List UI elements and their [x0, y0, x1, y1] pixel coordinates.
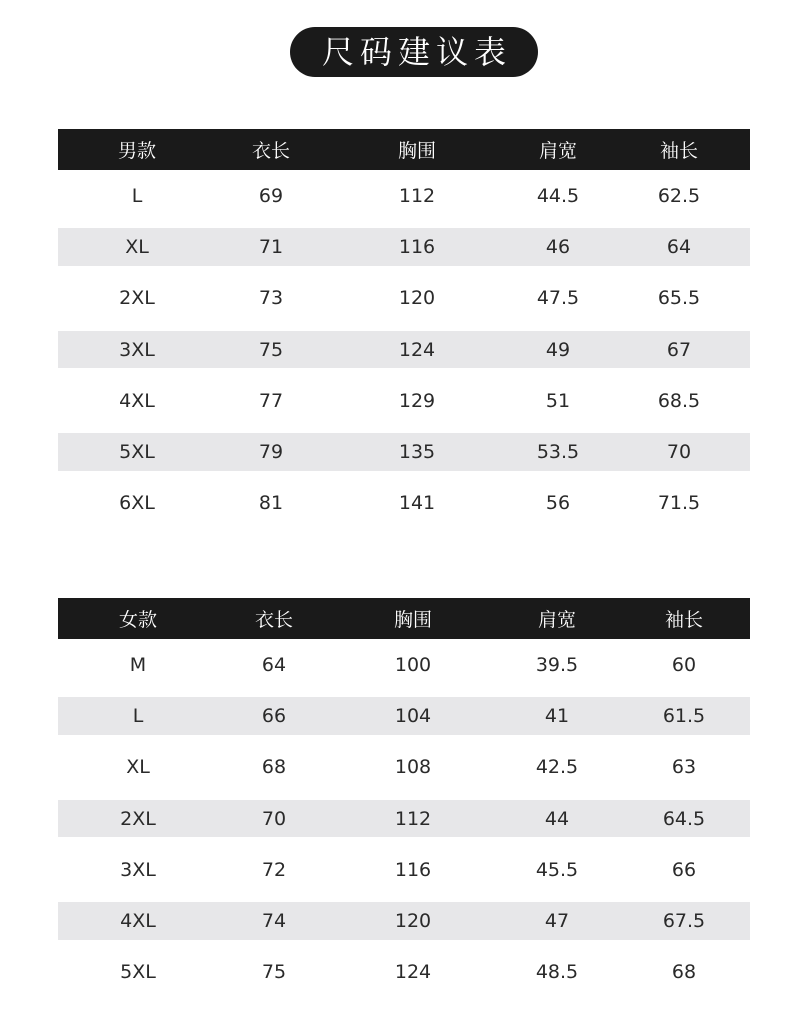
- table-row: [58, 426, 750, 477]
- table-header-row: [58, 598, 750, 639]
- size-cell: 4XL: [119, 389, 155, 412]
- shoulder-cell: 49: [508, 324, 608, 375]
- sleeve-cell: 61.5: [618, 690, 750, 741]
- men-size-table: [58, 129, 750, 529]
- table-row: [58, 273, 750, 324]
- table-row: [58, 742, 750, 793]
- sleeve-cell: 70: [608, 426, 750, 477]
- page-title: 尺码建议表: [290, 27, 538, 77]
- table-row: [58, 375, 750, 426]
- table-row: [58, 221, 750, 272]
- size-cell: 5XL: [58, 426, 216, 477]
- length-cell: 71: [216, 221, 326, 272]
- length-cell: 72: [261, 858, 287, 881]
- table-row: [58, 947, 750, 998]
- length-cell: 64: [261, 653, 287, 676]
- size-cell: 5XL: [120, 961, 156, 984]
- header-cell-length: 衣长: [218, 598, 330, 639]
- length-cell: 74: [218, 895, 330, 946]
- table-row: [58, 895, 750, 946]
- header-cell-chest: 胸围: [330, 598, 496, 639]
- table-row: [58, 170, 750, 221]
- chest-cell: 112: [330, 793, 496, 844]
- chest-cell: 124: [394, 961, 432, 984]
- table-row: [58, 324, 750, 375]
- size-cell: L: [58, 690, 218, 741]
- shoulder-cell: 53.5: [508, 426, 608, 477]
- length-cell: 73: [258, 287, 284, 310]
- table-row: [58, 690, 750, 741]
- sleeve-cell: 67: [608, 324, 750, 375]
- sleeve-cell: 63: [671, 756, 697, 779]
- sleeve-cell: 67.5: [618, 895, 750, 946]
- women-size-table: [58, 598, 750, 998]
- shoulder-cell: 44.5: [536, 184, 580, 207]
- table-row: [58, 844, 750, 895]
- table-row: [58, 639, 750, 690]
- size-cell: XL: [58, 221, 216, 272]
- size-cell: 2XL: [119, 287, 155, 310]
- size-cell: 3XL: [58, 324, 216, 375]
- length-cell: 81: [258, 492, 284, 515]
- chest-cell: 116: [394, 858, 432, 881]
- shoulder-cell: 47: [496, 895, 618, 946]
- sleeve-cell: 62.5: [657, 184, 701, 207]
- shoulder-cell: 39.5: [535, 653, 579, 676]
- chest-cell: 120: [330, 895, 496, 946]
- chest-cell: 120: [398, 287, 436, 310]
- size-cell: M: [129, 653, 147, 676]
- shoulder-cell: 48.5: [535, 961, 579, 984]
- header-cell-shoulder: 肩宽: [508, 129, 608, 170]
- shoulder-cell: 46: [508, 221, 608, 272]
- sleeve-cell: 64: [608, 221, 750, 272]
- table-header-row: [58, 129, 750, 170]
- shoulder-cell: 45.5: [535, 858, 579, 881]
- chest-cell: 100: [394, 653, 432, 676]
- header-cell-chest: 胸围: [326, 129, 508, 170]
- table-row: [58, 793, 750, 844]
- header-cell-sleeve: 袖长: [618, 598, 750, 639]
- size-cell: 6XL: [119, 492, 155, 515]
- chest-cell: 141: [398, 492, 436, 515]
- sleeve-cell: 66: [671, 858, 697, 881]
- sleeve-cell: 60: [671, 653, 697, 676]
- sleeve-cell: 65.5: [657, 287, 701, 310]
- table-row: [58, 478, 750, 529]
- length-cell: 75: [261, 961, 287, 984]
- shoulder-cell: 41: [496, 690, 618, 741]
- chest-cell: 116: [326, 221, 508, 272]
- length-cell: 68: [261, 756, 287, 779]
- size-cell: 3XL: [120, 858, 156, 881]
- length-cell: 70: [218, 793, 330, 844]
- shoulder-cell: 51: [545, 389, 571, 412]
- size-cell: L: [131, 184, 143, 207]
- length-cell: 69: [258, 184, 284, 207]
- header-cell-category: 女款: [58, 598, 218, 639]
- shoulder-cell: 56: [545, 492, 571, 515]
- shoulder-cell: 44: [496, 793, 618, 844]
- length-cell: 75: [216, 324, 326, 375]
- chest-cell: 129: [398, 389, 436, 412]
- sleeve-cell: 68: [671, 961, 697, 984]
- chest-cell: 104: [330, 690, 496, 741]
- header-cell-category: 男款: [58, 129, 216, 170]
- size-cell: 2XL: [58, 793, 218, 844]
- shoulder-cell: 42.5: [535, 756, 579, 779]
- chest-cell: 124: [326, 324, 508, 375]
- length-cell: 79: [216, 426, 326, 477]
- sleeve-cell: 68.5: [657, 389, 701, 412]
- length-cell: 66: [218, 690, 330, 741]
- sleeve-cell: 64.5: [618, 793, 750, 844]
- chest-cell: 108: [394, 756, 432, 779]
- header-cell-length: 衣长: [216, 129, 326, 170]
- chest-cell: 135: [326, 426, 508, 477]
- header-cell-sleeve: 袖长: [608, 129, 750, 170]
- header-cell-shoulder: 肩宽: [496, 598, 618, 639]
- sleeve-cell: 71.5: [657, 492, 701, 515]
- length-cell: 77: [258, 389, 284, 412]
- size-cell: XL: [126, 756, 150, 779]
- chest-cell: 112: [398, 184, 436, 207]
- size-cell: 4XL: [58, 895, 218, 946]
- shoulder-cell: 47.5: [536, 287, 580, 310]
